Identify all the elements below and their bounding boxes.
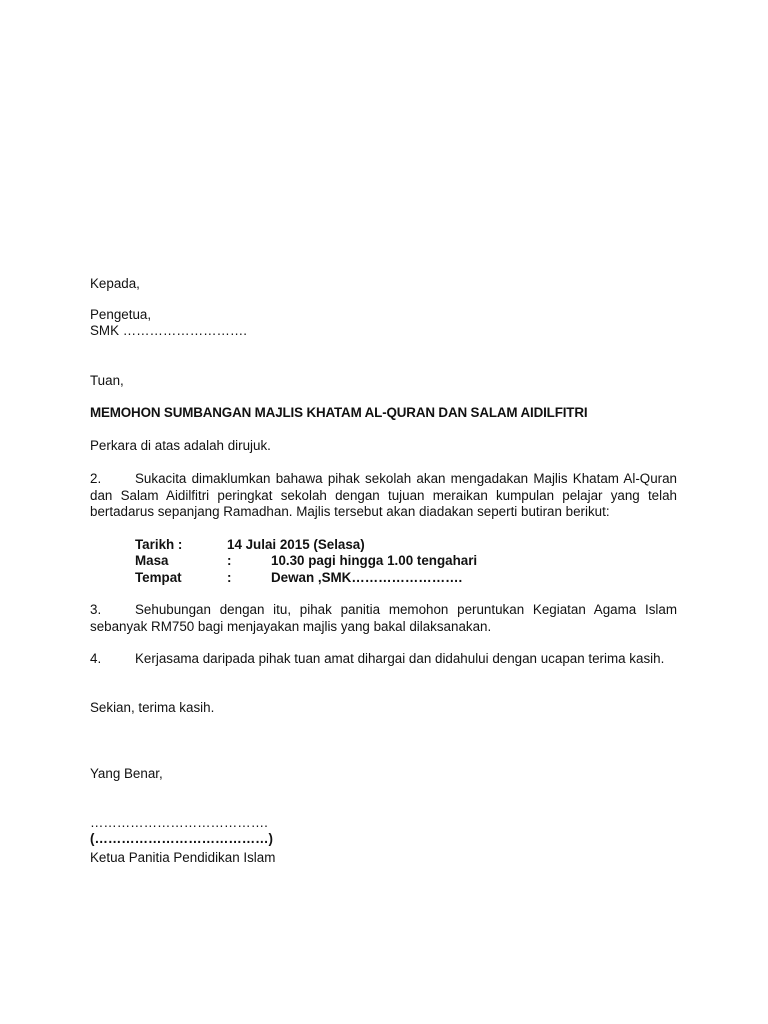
- signature-name-placeholder: (…………………………………): [90, 831, 273, 846]
- detail-label: Masa: [135, 553, 169, 568]
- paragraph-number: 4.: [90, 651, 102, 666]
- paragraph-4: [90, 651, 677, 668]
- detail-value: 10.30 pagi hingga 1.00 tengahari: [271, 553, 478, 568]
- detail-value: 14 Julai 2015 (Selasa): [227, 537, 365, 552]
- closing-line: Sekian, terima kasih.: [90, 700, 215, 715]
- paragraph-number: 3.: [90, 602, 102, 617]
- reference-line: Perkara di atas adalah dirujuk.: [90, 438, 271, 453]
- detail-label: Tarikh :: [135, 537, 183, 552]
- paragraph-2: [90, 471, 677, 521]
- detail-colon: :: [227, 570, 232, 585]
- paragraph-text: Sehubungan dengan itu, pihak panitia memohon peruntukan Kegiatan Agama Islam sebanyak RM750 bagi menjayakan majlis yang bakal dilaksanakan.: [90, 602, 677, 634]
- signatory-title: Ketua Panitia Pendidikan Islam: [90, 850, 276, 865]
- detail-colon: :: [227, 553, 232, 568]
- recipient-to-label: Kepada,: [90, 276, 140, 291]
- paragraph-text: Sukacita dimaklumkan bahawa pihak sekolah akan mengadakan Majlis Khatam Al-Quran dan Salam Aidilfitri peringkat sekolah dengan tujuan meraikan kumpulan pelajar yang telah bertadarus sepanjang Ramadhan. Majlis tersebut akan diadakan seperti butiran berikut:: [90, 471, 677, 519]
- detail-value: Dewan ,SMK…………………….: [271, 570, 463, 585]
- recipient-school: SMK ……………………….: [90, 323, 247, 338]
- paragraph-text: Kerjasama daripada pihak tuan amat dihargai dan didahului dengan ucapan terima kasih.: [135, 651, 665, 666]
- detail-label: Tempat: [135, 570, 182, 585]
- letter-subject: MEMOHON SUMBANGAN MAJLIS KHATAM AL-QURAN DAN SALAM AIDILFITRI: [90, 405, 588, 420]
- recipient-name: Pengetua,: [90, 307, 152, 322]
- paragraph-number: 2.: [90, 471, 102, 486]
- sign-off: Yang Benar,: [90, 766, 163, 781]
- salutation: Tuan,: [90, 373, 124, 388]
- paragraph-3: [90, 602, 677, 635]
- signature-dotted-line: ………………………………….: [90, 815, 268, 830]
